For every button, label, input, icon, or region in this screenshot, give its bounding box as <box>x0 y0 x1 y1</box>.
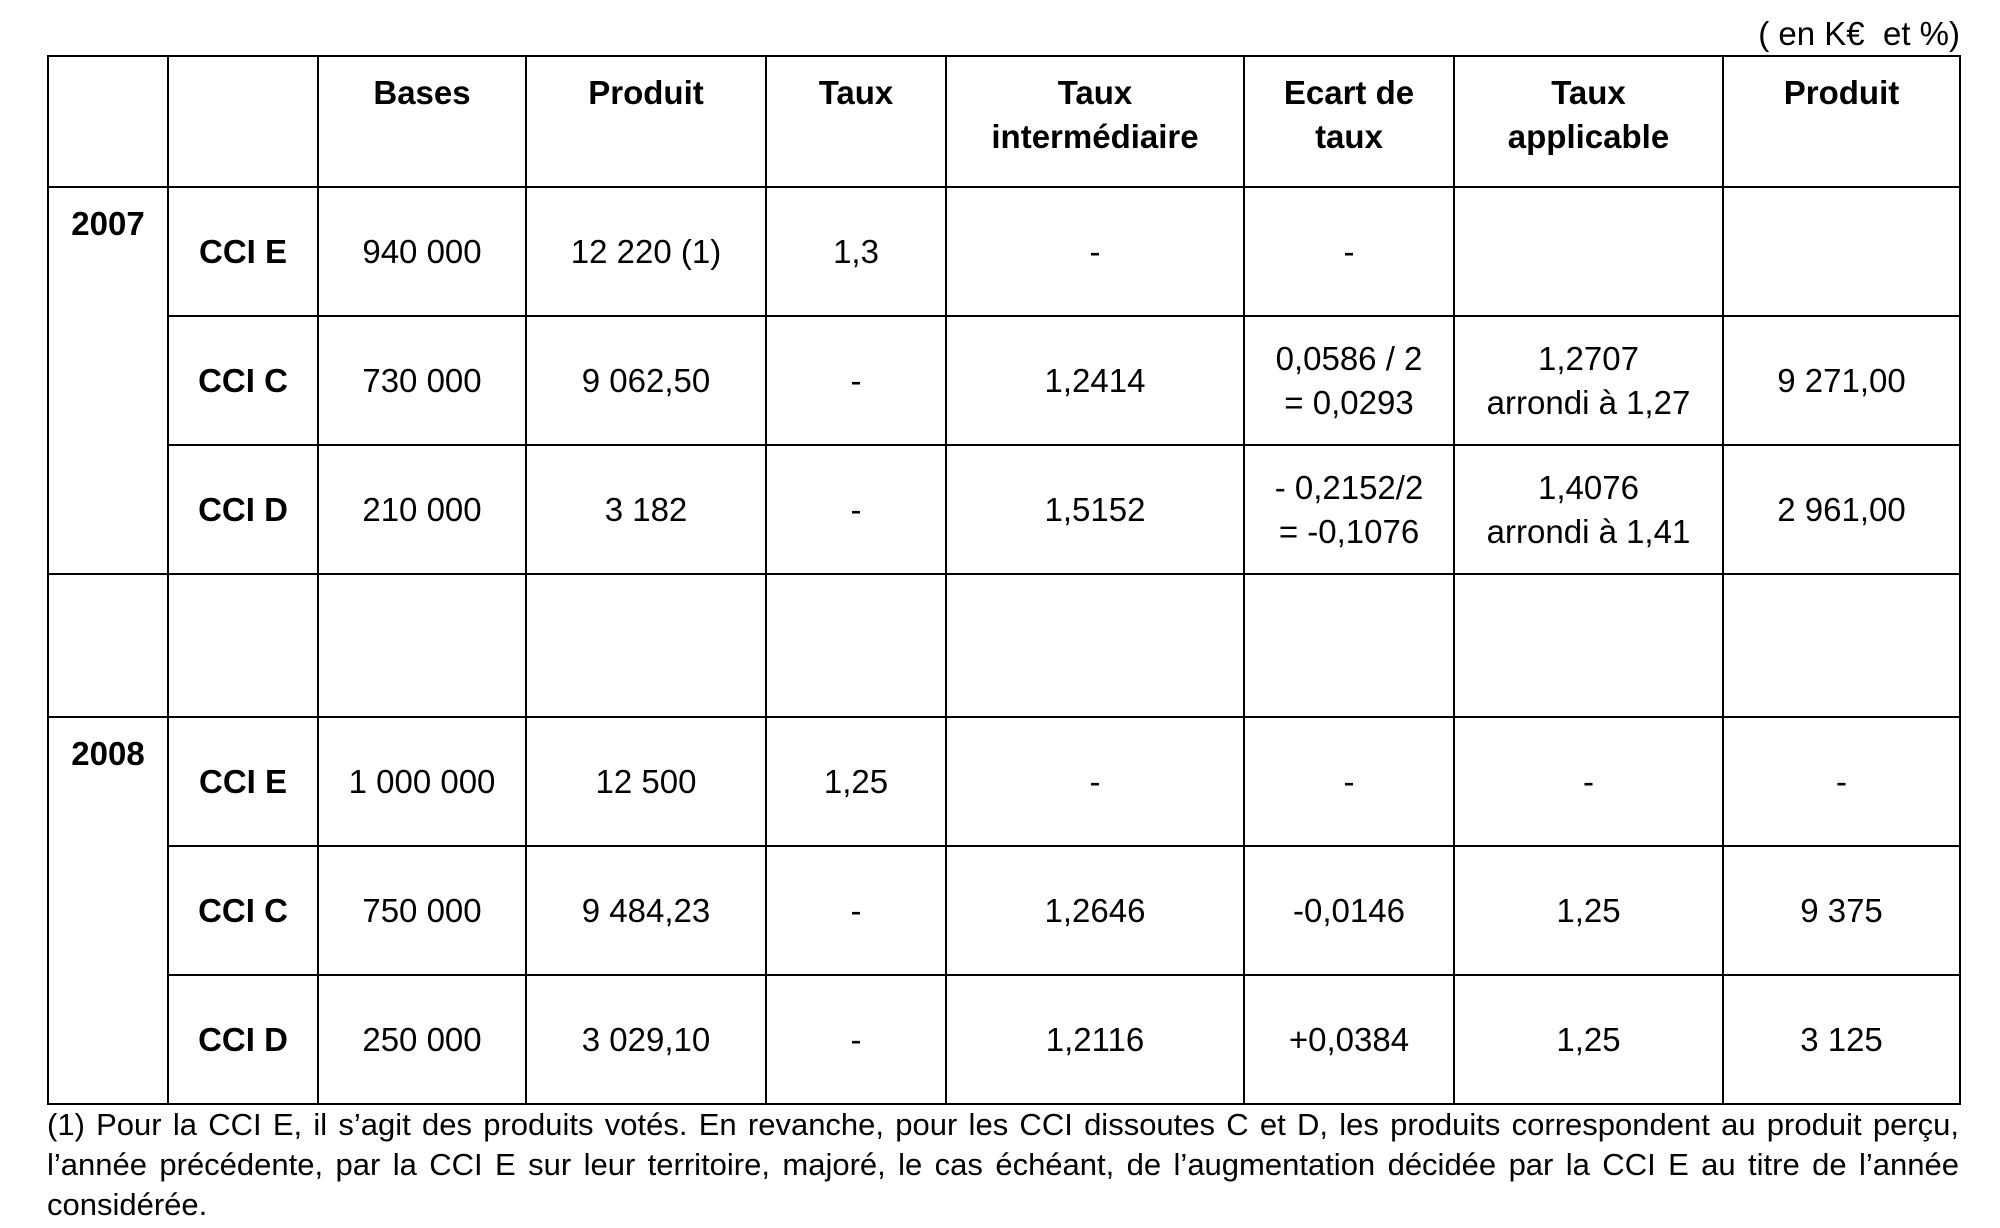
unit-note: ( en K€ et %) <box>1758 15 1960 52</box>
year-cell <box>48 574 168 717</box>
header-cell-taux-intermediaire: Taux intermédiaire <box>946 56 1244 187</box>
ecart-de-taux-cell: 0,0586 / 2 = 0,0293 <box>1244 316 1454 445</box>
ecart-de-taux-cell: - <box>1244 187 1454 316</box>
produit-final-cell: 3 125 <box>1723 975 1960 1104</box>
taux-cell: 1,3 <box>766 187 946 316</box>
taux-cell: - <box>766 445 946 574</box>
entity-cell <box>168 574 318 717</box>
taux-cell: - <box>766 316 946 445</box>
table-body <box>48 187 1960 1104</box>
taux-intermediaire-cell: 1,5152 <box>946 445 1244 574</box>
bases-cell: 730 000 <box>318 316 526 445</box>
taux-cell <box>766 574 946 717</box>
taux-applicable-cell: 1,25 <box>1454 975 1723 1104</box>
produit-final-cell: 2 961,00 <box>1723 445 1960 574</box>
year-cell: 2007 <box>48 187 168 574</box>
produit-cell: 9 062,50 <box>526 316 766 445</box>
taux-intermediaire-cell: 1,2116 <box>946 975 1244 1104</box>
taux-intermediaire-cell: 1,2646 <box>946 846 1244 975</box>
ecart-de-taux-cell: - 0,2152/2 = -0,1076 <box>1244 445 1454 574</box>
taux-applicable-cell <box>1454 574 1723 717</box>
produit-cell: 9 484,23 <box>526 846 766 975</box>
entity-cell: CCI C <box>168 846 318 975</box>
header-cell-produit-final: Produit <box>1723 56 1960 187</box>
header-cell-bases: Bases <box>318 56 526 187</box>
bases-cell: 750 000 <box>318 846 526 975</box>
table-row <box>48 717 1960 846</box>
taux-applicable-cell: 1,2707 arrondi à 1,27 <box>1454 316 1723 445</box>
table-row <box>48 975 1960 1104</box>
taux-cell: - <box>766 846 946 975</box>
header-cell-entity <box>168 56 318 187</box>
taux-intermediaire-cell: 1,2414 <box>946 316 1244 445</box>
entity-cell: CCI E <box>168 717 318 846</box>
bases-cell: 210 000 <box>318 445 526 574</box>
header-cell-year <box>48 56 168 187</box>
taux-intermediaire-cell: - <box>946 717 1244 846</box>
header-cell-taux: Taux <box>766 56 946 187</box>
produit-cell: 3 182 <box>526 445 766 574</box>
ecart-de-taux-cell: +0,0384 <box>1244 975 1454 1104</box>
produit-cell: 12 500 <box>526 717 766 846</box>
header-row <box>48 56 1960 187</box>
taux-cell: 1,25 <box>766 717 946 846</box>
bases-cell <box>318 574 526 717</box>
table-row <box>48 187 1960 316</box>
entity-cell: CCI E <box>168 187 318 316</box>
footnote: (1) Pour la CCI E, il s’agit des produits votés. En revanche, pour les CCI dissoutes C et D, les produits correspondent au produit perçu, l’année précédente, par la CCI E sur leur territoire, majoré, le cas échéant, de l’augmentation décidée par la CCI E au titre de l’année considérée. <box>47 1107 1959 1222</box>
bases-cell: 250 000 <box>318 975 526 1104</box>
produit-final-cell <box>1723 574 1960 717</box>
header-cell-taux-applicable: Taux applicable <box>1454 56 1723 187</box>
table-row <box>48 445 1960 574</box>
entity-cell: CCI D <box>168 445 318 574</box>
taux-intermediaire-cell: - <box>946 187 1244 316</box>
table-row <box>48 316 1960 445</box>
taux-applicable-cell: 1,4076 arrondi à 1,41 <box>1454 445 1723 574</box>
header-cell-ecart-de-taux: Ecart de taux <box>1244 56 1454 187</box>
entity-cell: CCI C <box>168 316 318 445</box>
produit-final-cell: - <box>1723 717 1960 846</box>
ecart-de-taux-cell <box>1244 574 1454 717</box>
taux-applicable-cell: - <box>1454 717 1723 846</box>
produit-cell <box>526 574 766 717</box>
taux-cell: - <box>766 975 946 1104</box>
produit-final-cell <box>1723 187 1960 316</box>
taux-intermediaire-cell <box>946 574 1244 717</box>
header-cell-produit: Produit <box>526 56 766 187</box>
produit-cell: 12 220 (1) <box>526 187 766 316</box>
taux-applicable-cell: 1,25 <box>1454 846 1723 975</box>
produit-cell: 3 029,10 <box>526 975 766 1104</box>
produit-final-cell: 9 271,00 <box>1723 316 1960 445</box>
entity-cell: CCI D <box>168 975 318 1104</box>
table-row <box>48 574 1960 717</box>
tax-rate-table <box>47 55 1961 1105</box>
taux-applicable-cell <box>1454 187 1723 316</box>
year-cell: 2008 <box>48 717 168 1104</box>
table-row <box>48 846 1960 975</box>
bases-cell: 940 000 <box>318 187 526 316</box>
ecart-de-taux-cell: - <box>1244 717 1454 846</box>
produit-final-cell: 9 375 <box>1723 846 1960 975</box>
ecart-de-taux-cell: -0,0146 <box>1244 846 1454 975</box>
bases-cell: 1 000 000 <box>318 717 526 846</box>
